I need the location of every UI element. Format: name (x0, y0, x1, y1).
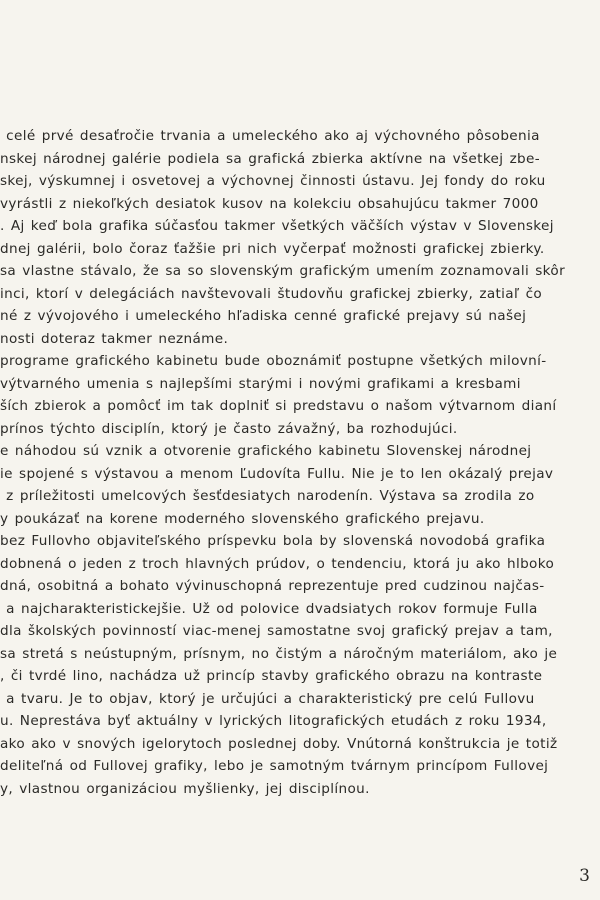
text-line: nosti doteraz takmer neznáme. (0, 330, 229, 347)
text-line: dla školských povinností viac-menej samostatne svoj grafický prejav a tam, (0, 623, 553, 639)
text-line: nskej národnej galérie podiela sa grafická zbierka aktívne na všetkej zbe- (0, 150, 540, 167)
text-line: programe grafického kabinetu bude oboznámiť postupne všetkých milovní- (0, 353, 547, 369)
page-number: 3 (579, 866, 590, 886)
text-line: vyrástli z niekoľkých desiatok kusov na kolekciu obsahujúcu takmer 7000 (0, 195, 539, 212)
text-line: inci, ktorí v delegáciách navštevovali študovňu grafickej zbierky, zatiaľ čo (0, 285, 543, 302)
text-line: sa stretá s neústupným, prísnym, no čistým a náročným materiálom, ako je (0, 645, 558, 662)
text-line: ších zbierok a pomôcť im tak doplniť si predstavu o našom výtvarnom dianí (0, 398, 557, 414)
text-line: a tvaru. Je to objav, ktorý je určujúci a charakteristický pre celú Fullovu (0, 690, 535, 707)
text-line: a najcharakteristickejšie. Už od polovice dvadsiatych rokov formuje Fulla (0, 600, 538, 617)
text-line: dobnená o jeden z troch hlavných prúdov, o tendenciu, ktorá ju ako hlboko (0, 555, 555, 572)
text-line: sa vlastne stávalo, že sa so slovenským grafickým umením zoznamovali skôr (0, 263, 566, 279)
text-line: dnej galérii, bolo čoraz ťažšie pri nich vyčerpať možnosti grafickej zbierky. (0, 240, 545, 257)
text-line: skej, výskumnej i osvetovej a výchovnej činnosti ústavu. Jej fondy do roku (0, 173, 546, 189)
text-line: ako ako v snových igelorytoch poslednej doby. Vnútorná konštrukcia je totiž (0, 735, 558, 752)
text-line: y poukázať na korene moderného slovenského grafického prejavu. (0, 510, 485, 527)
text-line: výtvarného umenia s najlepšími starými i novými grafikami a kresbami (0, 375, 521, 392)
text-line: . Aj keď bola grafika súčasťou takmer všetkých väčších výstav v Slovenskej (0, 218, 554, 234)
text-line: , či tvrdé lino, nachádza už princíp stavby grafického obrazu na kontraste (0, 668, 543, 684)
text-line: z príležitosti umelcových šesťdesiatych narodenín. Výstava sa zrodila zo (0, 488, 535, 504)
text-line: deliteľná od Fullovej grafiky, lebo je samotným tvárnym princípom Fullovej (0, 758, 549, 774)
text-line: bez Fullovho objaviteľského príspevku bola by slovenská novodobá grafika (0, 533, 546, 549)
text-line: né z vývojového i umeleckého hľadiska cenné grafické prejavy sú našej (0, 308, 527, 324)
text-line: e náhodou sú vznik a otvorenie grafického kabinetu Slovenskej národnej (0, 443, 532, 459)
text-line: y, vlastnou organizáciou myšlienky, jej disciplínou. (0, 780, 370, 797)
text-line: dná, osobitná a bohato vývinuschopná reprezentuje pred cudzinou najčas- (0, 578, 545, 594)
text-line: prínos týchto disciplín, ktorý je často závažný, ba rozhodujúci. (0, 420, 458, 437)
text-line: celé prvé desaťročie trvania a umeleckého ako aj výchovného pôsobenia (0, 128, 540, 144)
text-line: u. Neprestáva byť aktuálny v lyrických litografických etudách z roku 1934, (0, 713, 547, 729)
text-line: ie spojené s výstavou a menom Ľudovíta Fullu. Nie je to len okázalý prejav (0, 465, 554, 482)
body-text (0, 125, 600, 800)
